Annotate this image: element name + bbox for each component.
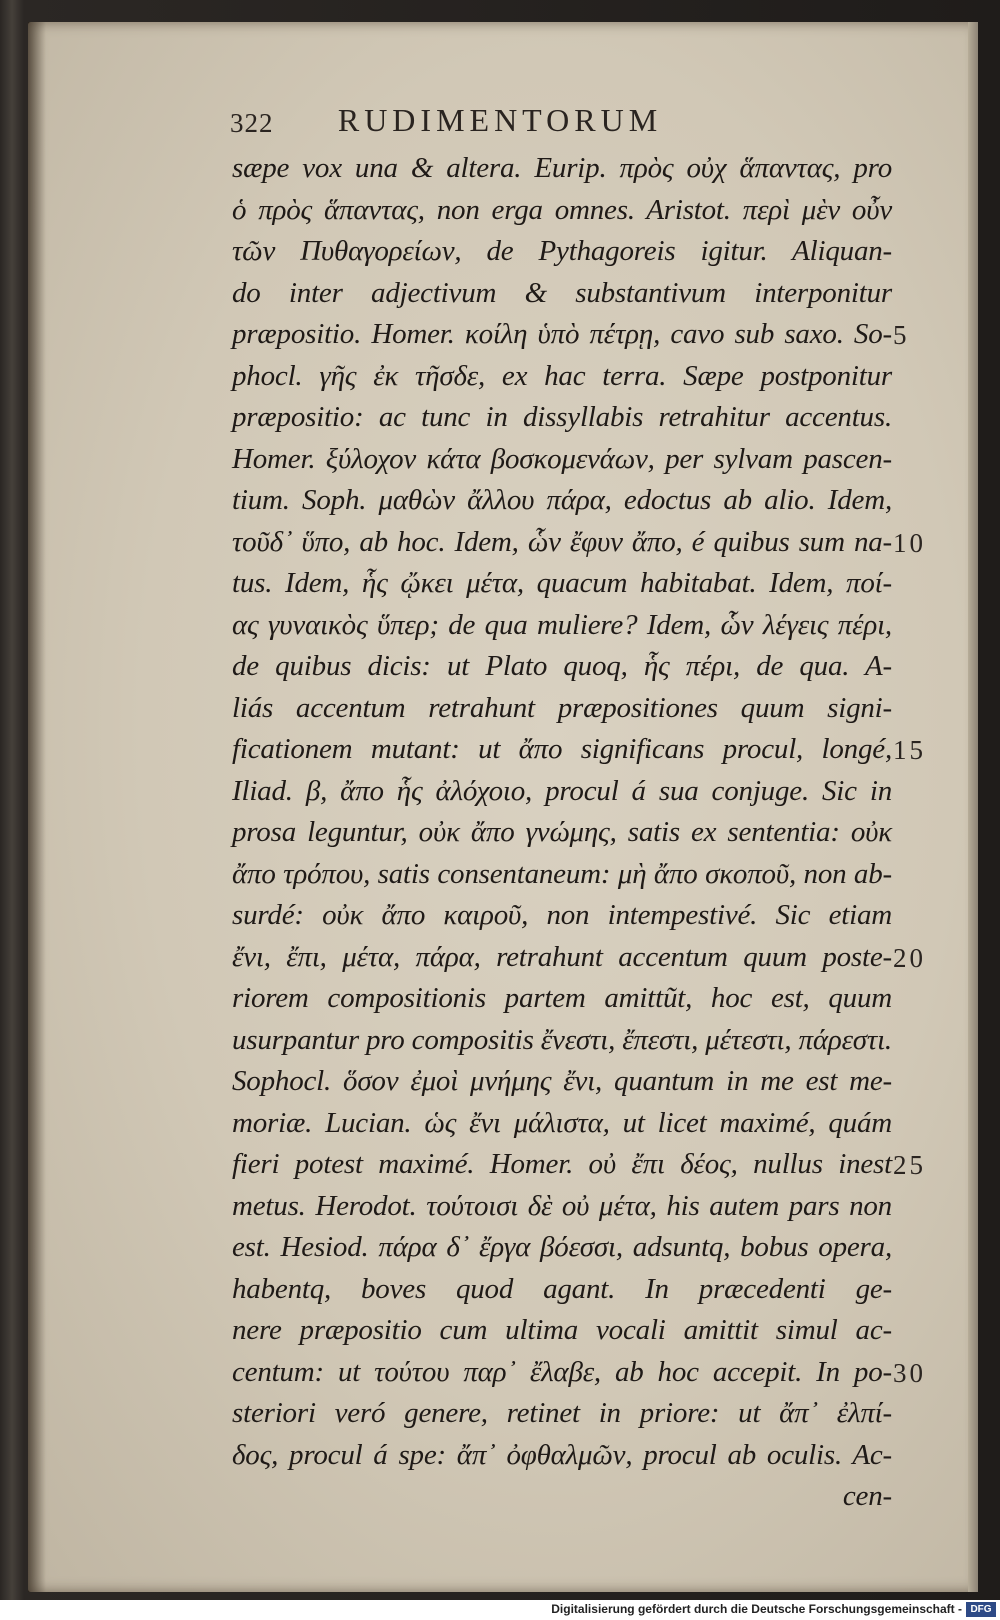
text-line: Sophocl. ὅσον ἐμοὶ μνήμης ἔνι, quantum in me est me- xyxy=(232,1065,892,1097)
text-line: Homer. ξύλοχον κάτα βοσκομενάων, per sylvam pascen- xyxy=(232,442,892,475)
text-line: moriæ. Lucian. ὡς ἔνι μάλιστα, ut licet maximé, quám xyxy=(232,1106,892,1139)
line-number: 20 xyxy=(893,942,926,973)
text-line: prosa leguntur, οὐκ ἄπο γνώμης, satis ex sententia: οὐκ xyxy=(232,816,892,848)
text-line: est. Hesiod. πάρα δ᾽ ἔργα βόεσσι, adsuntq, bobus opera, xyxy=(232,1231,892,1263)
text-line: ας γυναικὸς ὕπερ; de qua muliere? Idem, ὧν λέγεις πέρι, xyxy=(232,608,892,641)
text-line: nere præpositio cum ultima vocali amittit simul ac- xyxy=(232,1314,892,1346)
text-line: riorem compositionis partem amittũt, hoc est, quum xyxy=(232,982,892,1014)
text-line: tus. Idem, ἧς ᾤκει μέτα, quacum habitabat. Idem, ποί- xyxy=(232,567,892,599)
line-number: 5 xyxy=(893,320,910,350)
digitization-footer xyxy=(0,1600,1000,1620)
text-line: δος, procul á spe: ἄπ᾽ ὀφθαλμῶν, procul ab oculis. Ac- xyxy=(232,1438,892,1471)
text-line: habentq, boves quod agant. In præcedenti ge- xyxy=(232,1272,892,1305)
text-line: præpositio. Homer. κοίλη ὑπὸ πέτρῃ, cavo sub saxo. So- xyxy=(232,318,892,350)
text-line: τοῦδ᾽ ὕπο, ab hoc. Idem, ὧν ἔφυν ἄπο, é quibus sum na- xyxy=(232,525,892,558)
text-line: præpositio: ac tunc in dissyllabis retrahitur accentus. xyxy=(232,401,892,433)
text-line: fieri potest maximé. Homer. οὐ ἔπι δέος, nullus inest xyxy=(232,1148,892,1180)
text-line: metus. Herodot. τούτοισι δὲ οὐ μέτα, his autem pars non xyxy=(232,1189,892,1222)
text-line: τῶν Πυθαγορείων, de Pythagoreis igitur. Aliquan- xyxy=(232,235,892,267)
running-head: RUDIMENTORUM xyxy=(337,102,663,138)
text-line: ἔνι, ἔπι, μέτα, πάρα, retrahunt accentum quum poste- xyxy=(232,940,892,973)
footer-credit: Digitalisierung gefördert durch die Deutsche Forschungsgemeinschaft - xyxy=(551,1602,962,1616)
body-text xyxy=(232,148,892,1518)
page-gutter-shadow xyxy=(28,22,46,1592)
text-line: usurpantur pro compositis ἔνεστι, ἔπεστι, μέτεστι, πάρεστι. xyxy=(232,1023,892,1056)
line-number: 25 xyxy=(893,1150,926,1180)
text-line: liás accentum retrahunt præpositiones quum signi- xyxy=(232,691,892,724)
text-line: tium. Soph. μαθὼν ἄλλου πάρα, edoctus ab alio. Idem, xyxy=(232,484,892,516)
text-line: ficationem mutant: ut ἄπο significans procul, longé, xyxy=(232,733,892,765)
page-number: 322 xyxy=(230,108,274,138)
text-line: phocl. γῆς ἐκ τῆσδε, ex hac terra. Sæpe postponitur xyxy=(232,359,892,392)
line-number: 30 xyxy=(893,1357,926,1388)
text-line: de quibus dicis: ut Plato quoq, ἧς πέρι, de qua. A- xyxy=(232,650,892,682)
text-line: sæpe vox una & altera. Eurip. πρὸς οὐχ ἅπαντας, pro xyxy=(232,152,892,184)
line-number: 10 xyxy=(893,527,926,558)
text-line: ἄπο τρόπου, satis consentaneum: μὴ ἄπο σκοποῦ, non ab- xyxy=(232,857,892,890)
text-line: centum: ut τούτου παρ᾽ ἔλαβε, ab hoc accepit. In po- xyxy=(232,1355,892,1388)
text-line: Iliad. β, ἄπο ἧς ἀλόχοιο, procul á sua conjuge. Sic in xyxy=(232,774,892,807)
line-number: 15 xyxy=(893,735,926,765)
text-line: do inter adjectivum & substantivum interponitur xyxy=(232,276,892,309)
text-line: cen- xyxy=(842,1480,892,1512)
text-line: steriori veró genere, retinet in priore: ut ἄπ᾽ ἐλπί- xyxy=(232,1397,892,1429)
text-line: ὁ πρὸς ἅπαντας, non erga omnes. Aristot. περὶ μὲν οὖν xyxy=(232,193,892,226)
text-line: surdé: οὐκ ἄπο καιροῦ, non intempestivé. Sic etiam xyxy=(232,899,892,931)
dfg-logo: DFG xyxy=(966,1602,996,1617)
page-edge xyxy=(968,22,978,1592)
